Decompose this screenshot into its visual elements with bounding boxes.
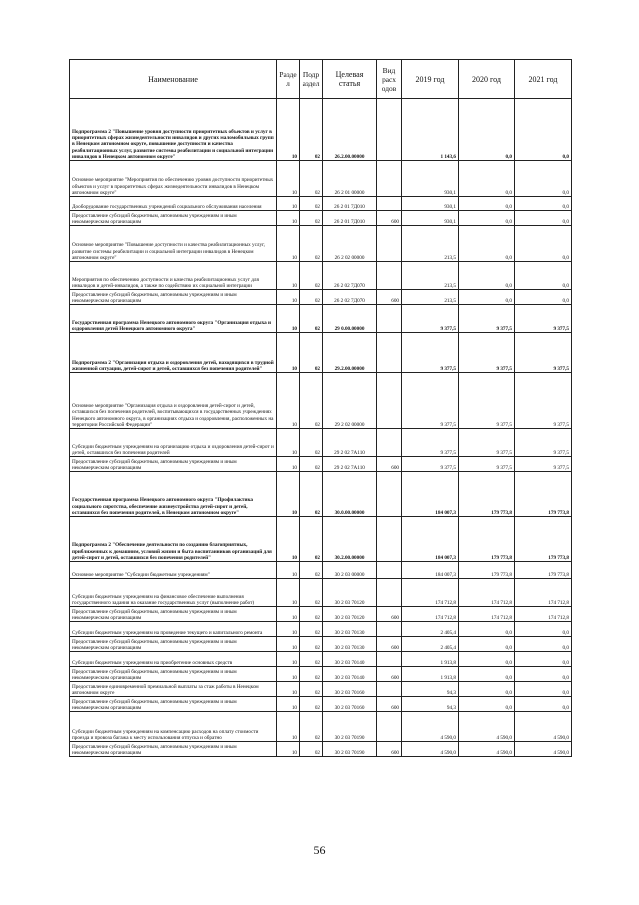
cell-razdel: 10 xyxy=(277,652,300,667)
cell-2019: 9 377,5 xyxy=(402,457,459,472)
cell-podrazdel: 02 xyxy=(300,197,323,211)
table-row xyxy=(70,579,572,607)
cell-2020: 0,0 xyxy=(459,161,515,197)
cell-2020: 179 773,8 xyxy=(459,472,515,517)
cell-name: Дооборудование государственных учреждений социального обслуживания населения xyxy=(70,197,277,211)
cell-razdel: 10 xyxy=(277,333,300,373)
cell-razdel: 10 xyxy=(277,290,300,305)
table-row xyxy=(70,290,572,305)
cell-vid xyxy=(377,373,402,429)
cell-vid xyxy=(377,562,402,579)
cell-razdel: 10 xyxy=(277,682,300,697)
cell-2020: 9 377,5 xyxy=(459,333,515,373)
cell-2020: 9 377,5 xyxy=(459,373,515,429)
cell-target: 30 2 03 70190 xyxy=(323,742,377,757)
cell-2020: 179 773,8 xyxy=(459,562,515,579)
cell-name: Основное мероприятие "Повышение доступности и качества реабилитационных услуг, развитие системы реабилитации и социальной интеграции инвалидов в Ненецком автономном округе" xyxy=(70,226,277,262)
cell-vid xyxy=(377,712,402,742)
cell-vid xyxy=(377,262,402,290)
cell-2021: 9 377,5 xyxy=(515,305,572,333)
table-row xyxy=(70,562,572,579)
cell-2020: 4 590,0 xyxy=(459,742,515,757)
cell-target: 30.2.00.00000 xyxy=(323,517,377,562)
cell-name: Предоставление субсидий бюджетным, автономным учреждениям и иным некоммерческим организациям xyxy=(70,637,277,652)
header-target: Целевая статья xyxy=(323,60,377,99)
cell-razdel: 10 xyxy=(277,373,300,429)
cell-target: 30 2 03 70130 xyxy=(323,622,377,637)
cell-target: 26 2 01 00000 xyxy=(323,161,377,197)
cell-vid xyxy=(377,579,402,607)
table-row xyxy=(70,517,572,562)
cell-2021: 0,0 xyxy=(515,622,572,637)
cell-2019: 9 377,5 xyxy=(402,333,459,373)
header-2019: 2019 год xyxy=(402,60,459,99)
cell-2021: 4 590,0 xyxy=(515,742,572,757)
cell-2019: 4 590,0 xyxy=(402,712,459,742)
table-row xyxy=(70,712,572,742)
cell-target: 30 2 03 70120 xyxy=(323,607,377,622)
cell-vid: 600 xyxy=(377,290,402,305)
cell-podrazdel: 02 xyxy=(300,226,323,262)
cell-2019: 9 377,5 xyxy=(402,305,459,333)
table-body xyxy=(70,99,572,757)
cell-razdel: 10 xyxy=(277,197,300,211)
cell-target: 26 2 01 7Д010 xyxy=(323,197,377,211)
table-row xyxy=(70,652,572,667)
table-row xyxy=(70,742,572,757)
cell-name: Субсидии бюджетным учреждениям на организацию отдыха и оздоровления детей-сирот и детей, оставшихся без попечения родителей xyxy=(70,429,277,457)
cell-name: Предоставление субсидий бюджетным, автономным учреждениям и иным некоммерческим организациям xyxy=(70,290,277,305)
cell-vid: 600 xyxy=(377,697,402,712)
cell-name: Подпрограмма 2 "Повышение уровня доступности приоритетных объектов и услуг в приоритетных сферах жизнедеятельности инвалидов и других маломобильных групп в Ненецком автономном округе, повышение доступности и качества реабилитационных услуг, развитие системы реабилитации и социальной интеграции инвалидов в Ненецком автономном округе" xyxy=(70,99,277,161)
cell-razdel: 10 xyxy=(277,579,300,607)
cell-2019: 9 377,5 xyxy=(402,373,459,429)
cell-2021: 0,0 xyxy=(515,226,572,262)
cell-podrazdel: 02 xyxy=(300,99,323,161)
cell-target: 30 2 03 70160 xyxy=(323,697,377,712)
cell-2019: 174 712,8 xyxy=(402,607,459,622)
cell-name: Предоставление субсидий бюджетным, автономным учреждениям и иным некоммерческим организациям xyxy=(70,607,277,622)
cell-razdel: 10 xyxy=(277,262,300,290)
table-row xyxy=(70,667,572,682)
table-row xyxy=(70,697,572,712)
table-row xyxy=(70,305,572,333)
cell-2021: 174 712,8 xyxy=(515,579,572,607)
table-row xyxy=(70,637,572,652)
cell-podrazdel: 02 xyxy=(300,562,323,579)
cell-name: Основное мероприятие "Субсидии бюджетным учреждениям" xyxy=(70,562,277,579)
cell-2021: 0,0 xyxy=(515,262,572,290)
table-header xyxy=(70,60,572,99)
cell-2020: 179 773,8 xyxy=(459,517,515,562)
table-row xyxy=(70,429,572,457)
header-podrazdel: Подр аздел xyxy=(300,60,323,99)
header-razdel: Разде л xyxy=(277,60,300,99)
header-vid: Вид расх одов xyxy=(377,60,402,99)
cell-vid xyxy=(377,517,402,562)
cell-podrazdel: 02 xyxy=(300,333,323,373)
cell-vid xyxy=(377,197,402,211)
cell-podrazdel: 02 xyxy=(300,622,323,637)
cell-name: Предоставление субсидий бюджетным, автономным учреждениям и иным некоммерческим организациям xyxy=(70,697,277,712)
cell-2019: 174 712,8 xyxy=(402,579,459,607)
cell-vid xyxy=(377,161,402,197)
cell-2019: 213,5 xyxy=(402,226,459,262)
cell-podrazdel: 02 xyxy=(300,637,323,652)
cell-2019: 4 590,0 xyxy=(402,742,459,757)
cell-2019: 213,5 xyxy=(402,262,459,290)
table-row xyxy=(70,211,572,226)
cell-2021: 0,0 xyxy=(515,211,572,226)
cell-2021: 0,0 xyxy=(515,682,572,697)
cell-podrazdel: 02 xyxy=(300,667,323,682)
cell-podrazdel: 02 xyxy=(300,517,323,562)
cell-2020: 0,0 xyxy=(459,290,515,305)
cell-2020: 9 377,5 xyxy=(459,305,515,333)
cell-2021: 0,0 xyxy=(515,667,572,682)
cell-2020: 0,0 xyxy=(459,682,515,697)
cell-target: 29 2 02 7А110 xyxy=(323,457,377,472)
table-row xyxy=(70,622,572,637)
cell-podrazdel: 02 xyxy=(300,697,323,712)
cell-razdel: 10 xyxy=(277,667,300,682)
cell-2020: 174 712,8 xyxy=(459,579,515,607)
cell-target: 30 2 03 70120 xyxy=(323,579,377,607)
cell-vid xyxy=(377,333,402,373)
cell-name: Субсидии бюджетным учреждениям на компенсацию расходов на оплату стоимости проезда и провоза багажа к месту использования отпуска и обратно xyxy=(70,712,277,742)
header-name: Наименование xyxy=(70,60,277,99)
cell-podrazdel: 02 xyxy=(300,607,323,622)
cell-2021: 0,0 xyxy=(515,99,572,161)
cell-2021: 0,0 xyxy=(515,652,572,667)
cell-name: Предоставление субсидий бюджетным, автономным учреждениям и иным некоммерческим организациям xyxy=(70,742,277,757)
cell-name: Основное мероприятие "Мероприятия по обеспечению уровня доступности приоритетных объектов и услуг в приоритетных сферах жизнедеятельности инвалидов в Ненецком автономном округе" xyxy=(70,161,277,197)
cell-vid: 600 xyxy=(377,211,402,226)
cell-2020: 9 377,5 xyxy=(459,457,515,472)
cell-2020: 9 377,5 xyxy=(459,429,515,457)
cell-2020: 0,0 xyxy=(459,211,515,226)
cell-name: Предоставление субсидий бюджетным, автономным учреждениям и иным некоммерческим организациям xyxy=(70,211,277,226)
cell-vid xyxy=(377,622,402,637)
cell-razdel: 10 xyxy=(277,457,300,472)
cell-podrazdel: 02 xyxy=(300,579,323,607)
cell-vid: 600 xyxy=(377,457,402,472)
cell-2021: 9 377,5 xyxy=(515,457,572,472)
cell-target: 29 0.00.00000 xyxy=(323,305,377,333)
cell-2020: 0,0 xyxy=(459,697,515,712)
cell-razdel: 10 xyxy=(277,429,300,457)
cell-target: 26 2 02 7Д070 xyxy=(323,290,377,305)
table-row xyxy=(70,197,572,211)
cell-name: Государственная программа Ненецкого автономного округа "Организация отдыха и оздоровления детей Ненецкого автономного округа" xyxy=(70,305,277,333)
table-row xyxy=(70,373,572,429)
cell-2021: 0,0 xyxy=(515,290,572,305)
cell-2021: 0,0 xyxy=(515,637,572,652)
cell-vid: 600 xyxy=(377,742,402,757)
cell-podrazdel: 02 xyxy=(300,305,323,333)
cell-2021: 0,0 xyxy=(515,161,572,197)
cell-2019: 94,3 xyxy=(402,682,459,697)
cell-2019: 184 007,3 xyxy=(402,517,459,562)
cell-2019: 1 913,8 xyxy=(402,667,459,682)
cell-2020: 174 712,8 xyxy=(459,607,515,622)
table-row xyxy=(70,607,572,622)
cell-2020: 0,0 xyxy=(459,622,515,637)
cell-2021: 179 773,8 xyxy=(515,562,572,579)
cell-2020: 0,0 xyxy=(459,99,515,161)
cell-vid xyxy=(377,652,402,667)
cell-vid xyxy=(377,472,402,517)
cell-2020: 0,0 xyxy=(459,637,515,652)
table-row xyxy=(70,99,572,161)
table-row xyxy=(70,682,572,697)
cell-vid xyxy=(377,226,402,262)
cell-name: Государственная программа Ненецкого автономного округа "Профилактика социального сиротства, обеспечение жизнеустройства детей-сирот и детей, оставшихся без попечения родителей, в Ненецком автономном округе" xyxy=(70,472,277,517)
cell-2020: 0,0 xyxy=(459,262,515,290)
cell-vid xyxy=(377,682,402,697)
table-row xyxy=(70,262,572,290)
budget-table xyxy=(69,59,572,757)
cell-name: Субсидии бюджетным учреждениям на приобретение основных средств xyxy=(70,652,277,667)
cell-2019: 2 405,4 xyxy=(402,622,459,637)
cell-name: Подпрограмма 2 "Обеспечение деятельности по созданию благоприятных, приближенных к домашним, условий жизни и быта воспитанников организаций для детей-сирот и детей, оставшихся без попечения родителей" xyxy=(70,517,277,562)
table-row xyxy=(70,457,572,472)
cell-razdel: 10 xyxy=(277,607,300,622)
cell-target: 26 2 02 00000 xyxy=(323,226,377,262)
cell-podrazdel: 02 xyxy=(300,262,323,290)
cell-podrazdel: 02 xyxy=(300,742,323,757)
cell-target: 26 2 01 7Д010 xyxy=(323,211,377,226)
cell-2021: 9 377,5 xyxy=(515,373,572,429)
cell-name: Субсидии бюджетным учреждениям на проведение текущего и капитального ремонта xyxy=(70,622,277,637)
cell-podrazdel: 02 xyxy=(300,373,323,429)
cell-2019: 930,1 xyxy=(402,211,459,226)
cell-target: 29.2.00.00000 xyxy=(323,333,377,373)
cell-vid xyxy=(377,305,402,333)
cell-vid: 600 xyxy=(377,607,402,622)
cell-2021: 0,0 xyxy=(515,697,572,712)
cell-razdel: 10 xyxy=(277,697,300,712)
cell-2019: 94,3 xyxy=(402,697,459,712)
cell-2021: 179 773,8 xyxy=(515,517,572,562)
cell-2019: 184 007,3 xyxy=(402,562,459,579)
cell-razdel: 10 xyxy=(277,637,300,652)
cell-target: 30 2 03 70140 xyxy=(323,667,377,682)
cell-target: 26 2 02 7Д070 xyxy=(323,262,377,290)
cell-target: 30 2 03 70160 xyxy=(323,682,377,697)
cell-2019: 930,1 xyxy=(402,197,459,211)
cell-razdel: 10 xyxy=(277,712,300,742)
cell-2020: 4 590,0 xyxy=(459,712,515,742)
cell-podrazdel: 02 xyxy=(300,290,323,305)
cell-2019: 184 007,3 xyxy=(402,472,459,517)
cell-2021: 9 377,5 xyxy=(515,429,572,457)
cell-name: Субсидии бюджетным учреждениям на финансовое обеспечение выполнения государственного задания на оказание государственных услуг (выполнение работ) xyxy=(70,579,277,607)
table-row xyxy=(70,226,572,262)
cell-podrazdel: 02 xyxy=(300,429,323,457)
cell-podrazdel: 02 xyxy=(300,457,323,472)
table-row xyxy=(70,161,572,197)
cell-target: 30.0.00.00000 xyxy=(323,472,377,517)
header-2020: 2020 год xyxy=(459,60,515,99)
cell-podrazdel: 02 xyxy=(300,652,323,667)
cell-2019: 213,5 xyxy=(402,290,459,305)
cell-2021: 179 773,8 xyxy=(515,472,572,517)
cell-razdel: 10 xyxy=(277,226,300,262)
cell-2019: 1 913,8 xyxy=(402,652,459,667)
cell-target: 29 2 02 00000 xyxy=(323,373,377,429)
cell-target: 30 2 03 70140 xyxy=(323,652,377,667)
cell-target: 30 2 03 70190 xyxy=(323,712,377,742)
cell-razdel: 10 xyxy=(277,305,300,333)
cell-name: Предоставление субсидий бюджетным, автономным учреждениям и иным некоммерческим организациям xyxy=(70,667,277,682)
cell-2020: 0,0 xyxy=(459,652,515,667)
cell-podrazdel: 02 xyxy=(300,682,323,697)
table-row xyxy=(70,472,572,517)
cell-2021: 0,0 xyxy=(515,197,572,211)
cell-podrazdel: 02 xyxy=(300,211,323,226)
cell-name: Предоставление единовременной премиальной выплаты за стаж работы в Ненецком автономном округе xyxy=(70,682,277,697)
cell-name: Предоставление субсидий бюджетным, автономным учреждениям и иным некоммерческим организациям xyxy=(70,457,277,472)
header-2021: 2021 год xyxy=(515,60,572,99)
cell-razdel: 10 xyxy=(277,472,300,517)
page-number: 56 xyxy=(313,843,326,857)
cell-razdel: 10 xyxy=(277,211,300,226)
cell-vid: 600 xyxy=(377,667,402,682)
cell-razdel: 10 xyxy=(277,517,300,562)
cell-target: 26.2.00.00000 xyxy=(323,99,377,161)
cell-2021: 9 377,5 xyxy=(515,333,572,373)
cell-2021: 174 712,8 xyxy=(515,607,572,622)
cell-2019: 2 405,4 xyxy=(402,637,459,652)
cell-2020: 0,0 xyxy=(459,197,515,211)
cell-vid xyxy=(377,429,402,457)
cell-2020: 0,0 xyxy=(459,667,515,682)
cell-2020: 0,0 xyxy=(459,226,515,262)
cell-target: 29 2 02 7А110 xyxy=(323,429,377,457)
cell-name: Подпрограмма 2 "Организация отдыха и оздоровления детей, находящихся в трудной жизненной ситуации, детей-сирот и детей, оставшихся без попечения родителей" xyxy=(70,333,277,373)
cell-razdel: 10 xyxy=(277,742,300,757)
cell-podrazdel: 02 xyxy=(300,472,323,517)
table-row xyxy=(70,333,572,373)
cell-razdel: 10 xyxy=(277,161,300,197)
cell-2019: 9 377,5 xyxy=(402,429,459,457)
cell-vid: 600 xyxy=(377,637,402,652)
cell-podrazdel: 02 xyxy=(300,161,323,197)
cell-name: Мероприятия по обеспечению доступности и качества реабилитационных услуг для инвалидов и детей-инвалидов, а также по содействию их социальной интеграции xyxy=(70,262,277,290)
cell-2019: 1 143,6 xyxy=(402,99,459,161)
cell-target: 30 2 03 00000 xyxy=(323,562,377,579)
cell-podrazdel: 02 xyxy=(300,712,323,742)
cell-razdel: 10 xyxy=(277,99,300,161)
cell-2019: 930,1 xyxy=(402,161,459,197)
cell-target: 30 2 03 70130 xyxy=(323,637,377,652)
cell-razdel: 10 xyxy=(277,562,300,579)
cell-vid xyxy=(377,99,402,161)
cell-name: Основное мероприятие "Организация отдыха и оздоровления детей-сирот и детей, оставшихся без попечения родителей, воспитывающихся в государственных учреждениях Ненецкого автономного округа, в организациях отдыха и оздоровления, расположенных на территории Российской Федерации" xyxy=(70,373,277,429)
cell-2021: 4 590,0 xyxy=(515,712,572,742)
cell-razdel: 10 xyxy=(277,622,300,637)
